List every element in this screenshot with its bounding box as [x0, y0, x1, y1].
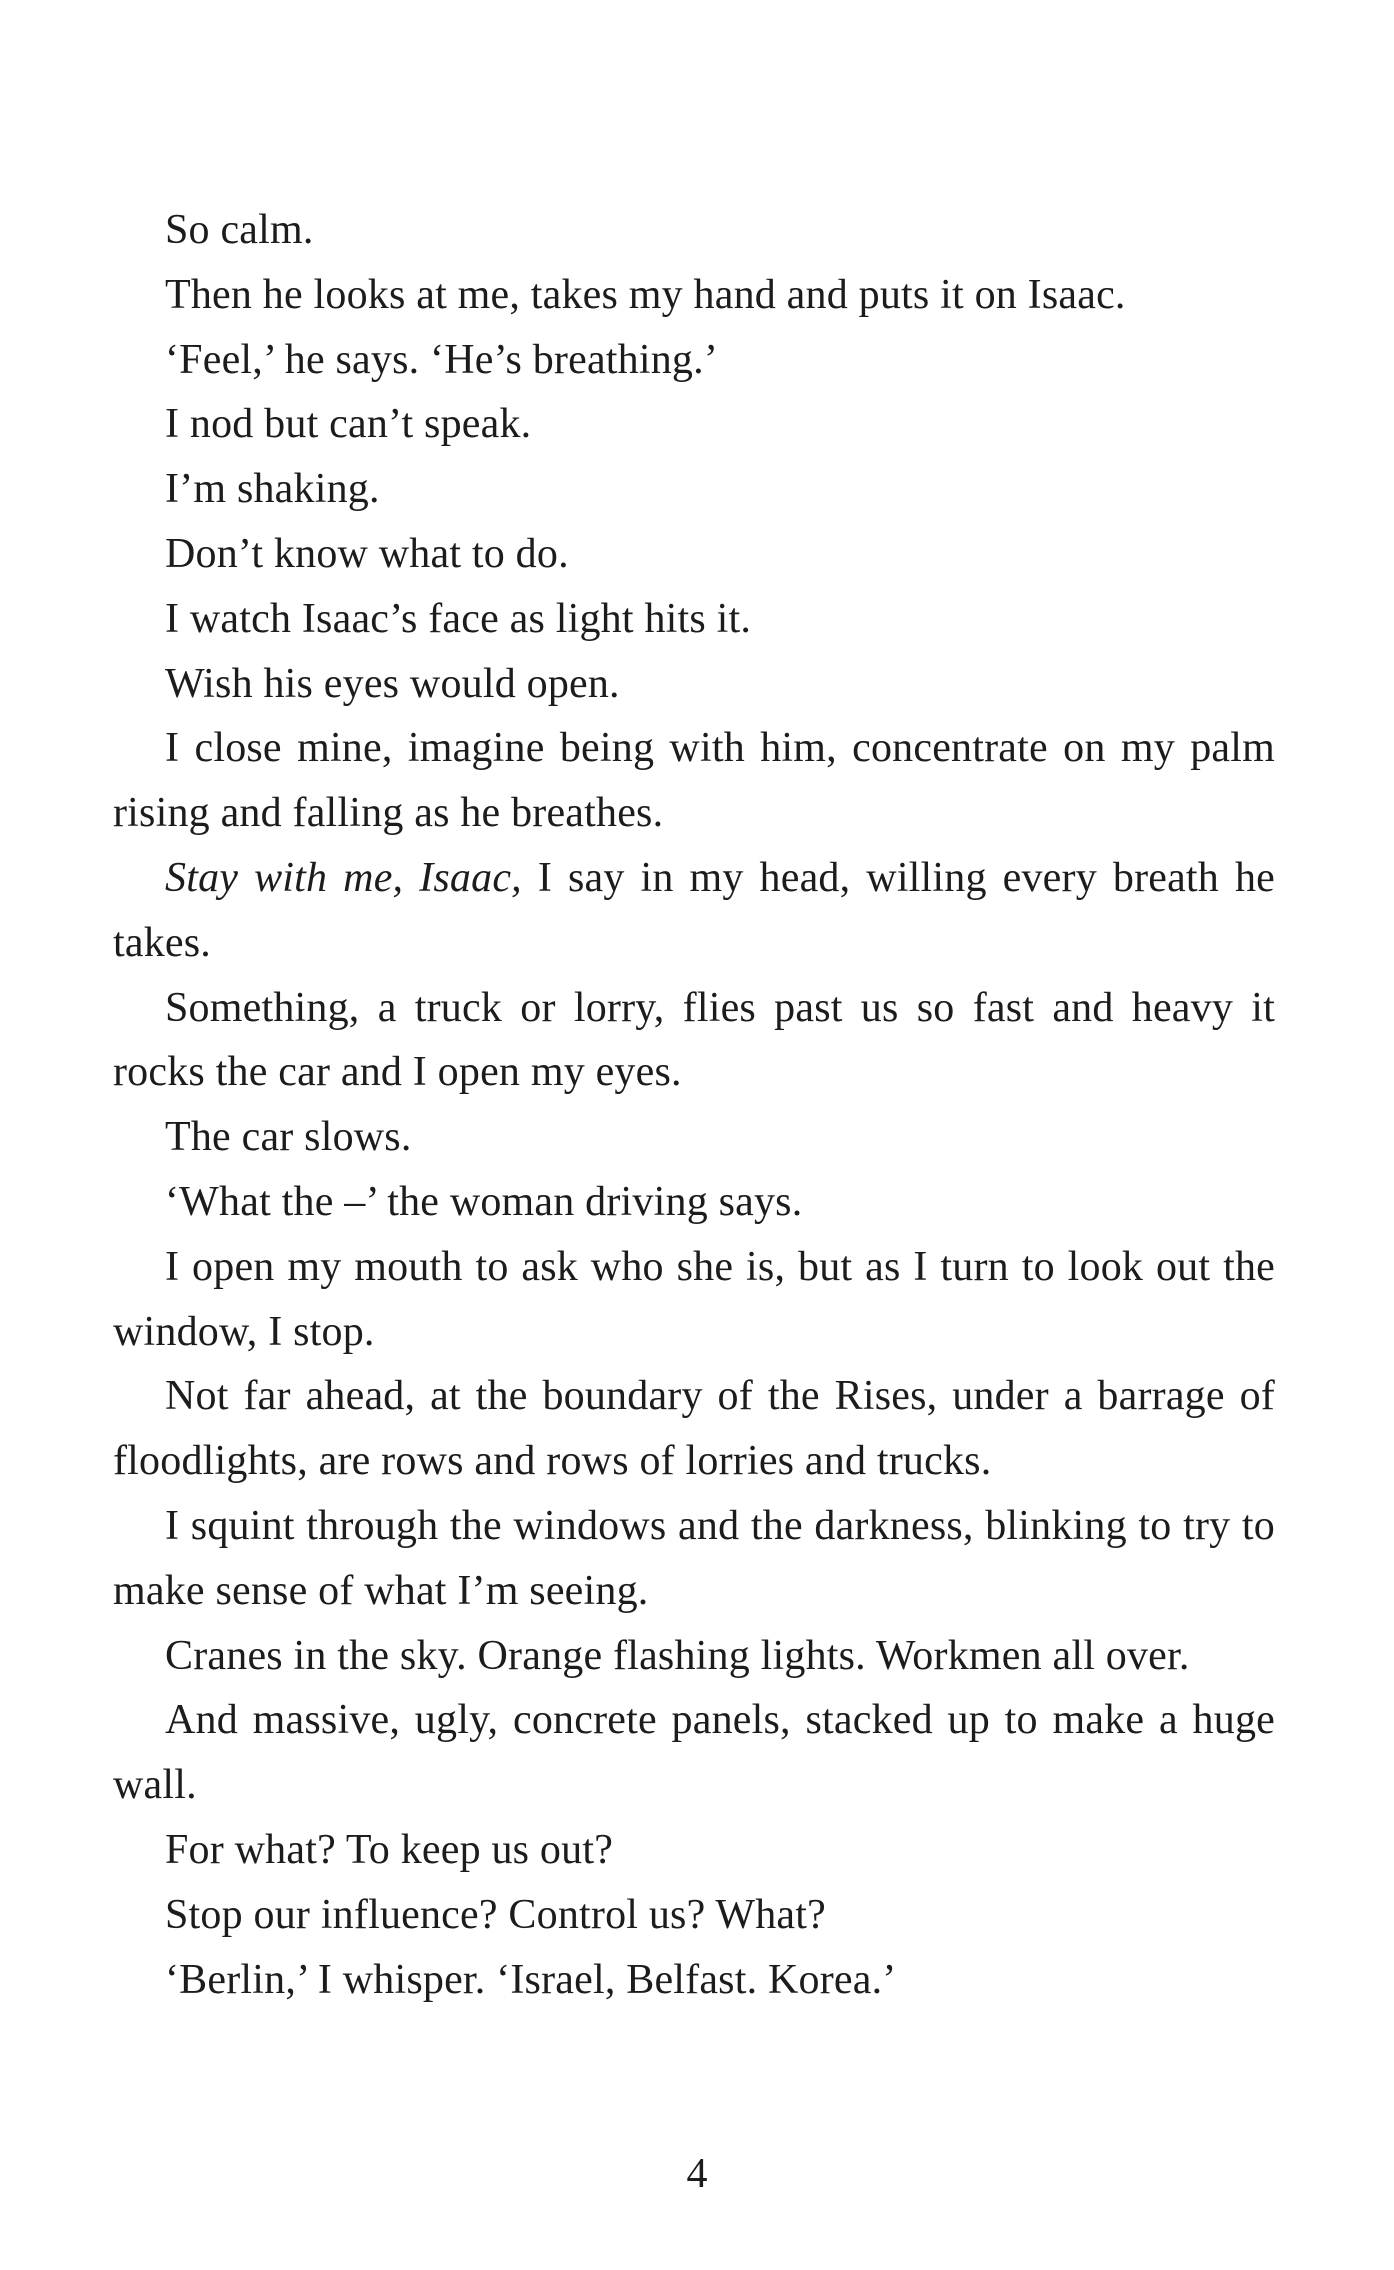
paragraph: [113, 846, 1275, 976]
paragraph: Wish his eyes would open.: [165, 660, 620, 707]
paragraph: ‘Berlin,’ I whisper. ‘Israel, Belfast. Korea.’: [165, 1956, 897, 2003]
italic-phrase: Stay with me, Isaac,: [165, 854, 522, 901]
paragraph: Stop our influence? Control us? What?: [165, 1891, 826, 1938]
paragraph: I nod but can’t speak.: [165, 401, 532, 448]
paragraph: I open my mouth to ask who she is, but as I turn to look out the window, I stop.: [113, 1243, 1275, 1355]
paragraph: I watch Isaac’s face as light hits it.: [165, 595, 752, 642]
paragraph: For what? To keep us out?: [165, 1826, 614, 1873]
paragraph: I’m shaking.: [165, 466, 380, 513]
paragraph: And massive, ugly, concrete panels, stacked up to make a huge wall.: [113, 1697, 1275, 1809]
paragraph: ‘What the –’ the woman driving says.: [165, 1178, 803, 1225]
paragraph: ‘Feel,’ he says. ‘He’s breathing.’: [165, 336, 719, 383]
paragraph: Cranes in the sky. Orange flashing lights. Workmen all over.: [165, 1632, 1190, 1679]
paragraph: Don’t know what to do.: [165, 530, 569, 577]
paragraph: The car slows.: [165, 1114, 412, 1161]
paragraph: So calm.: [165, 207, 314, 253]
paragraph: I close mine, imagine being with him, concentrate on my palm rising and falling as he breathes.: [113, 725, 1275, 837]
paragraph-text: I say in my head, willing every breath he takes.: [113, 854, 1275, 966]
paragraph: Something, a truck or lorry, flies past us so fast and heavy it rocks the car and I open my eyes.: [113, 984, 1275, 1096]
paragraph: Not far ahead, at the boundary of the Rises, under a barrage of floodlights, are rows and rows of lorries and trucks.: [113, 1373, 1275, 1485]
page-number: 4: [686, 2151, 708, 2197]
body-text: [113, 198, 1275, 2012]
paragraph: Then he looks at me, takes my hand and puts it on Isaac.: [165, 271, 1126, 318]
paragraph: I squint through the windows and the darkness, blinking to try to make sense of what I’m seeing.: [113, 1502, 1275, 1614]
